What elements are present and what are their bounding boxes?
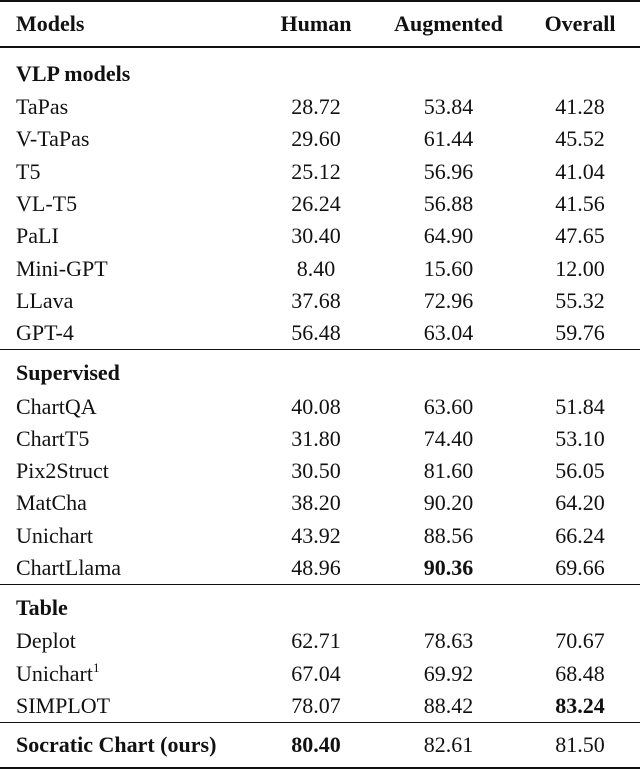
- section-vlp-models: [0, 51, 640, 350]
- table-row: [0, 317, 640, 350]
- table-row: [0, 423, 640, 455]
- overall-score: 51.84: [555, 393, 605, 419]
- table-row: [0, 520, 640, 552]
- table-row: [0, 487, 640, 519]
- model-name: Socratic Chart (ours): [0, 723, 255, 769]
- model-name: ChartT5: [16, 425, 90, 451]
- augmented-score: 90.20: [423, 490, 474, 516]
- header-row: [0, 1, 640, 47]
- model-name: PaLI: [16, 223, 59, 249]
- human-score-best: 80.40: [255, 723, 377, 769]
- augmented-score: 56.88: [423, 191, 474, 217]
- footnote-marker: 1: [92, 659, 100, 675]
- table-row-ours: [0, 723, 640, 769]
- overall-score: 41.56: [555, 191, 605, 217]
- model-name: V-TaPas: [16, 126, 90, 152]
- augmented-score: 63.04: [377, 317, 520, 350]
- human-score: 37.68: [291, 287, 341, 313]
- augmented-score: 88.56: [423, 522, 474, 548]
- model-name: VL-T5: [16, 191, 78, 217]
- table-row: [0, 188, 640, 220]
- overall-score: 69.66: [520, 552, 640, 585]
- model-name: TaPas: [16, 94, 69, 120]
- model-name: T5: [16, 158, 41, 184]
- section-table: [0, 585, 640, 723]
- augmented-score: 88.42: [423, 692, 474, 718]
- table-row: [0, 252, 640, 284]
- human-score: 30.40: [291, 223, 341, 249]
- human-score: 62.71: [291, 628, 341, 654]
- overall-score: 68.48: [555, 660, 605, 686]
- model-name: Pix2Struct: [16, 458, 109, 484]
- model-name: ChartQA: [16, 393, 97, 419]
- section-supervised: [0, 350, 640, 585]
- augmented-score: 56.96: [423, 158, 474, 184]
- table-row: [0, 390, 640, 422]
- table-row: [0, 690, 640, 723]
- table-row: [0, 156, 640, 188]
- model-name: Unichart: [16, 660, 93, 686]
- model-name: MatCha: [16, 490, 87, 516]
- human-score: 38.20: [291, 490, 341, 516]
- header-augmented: Augmented: [394, 11, 503, 36]
- section-ours: [0, 723, 640, 769]
- augmented-score: 74.40: [423, 425, 474, 451]
- model-name: SIMPLOT: [16, 692, 111, 718]
- augmented-score: 81.60: [423, 458, 474, 484]
- human-score: 56.48: [255, 317, 377, 350]
- human-score: 29.60: [291, 126, 341, 152]
- human-score: 78.07: [291, 692, 341, 718]
- augmented-score: 53.84: [423, 94, 474, 120]
- overall-score: 56.05: [555, 458, 605, 484]
- overall-score: 47.65: [555, 223, 605, 249]
- augmented-score: 64.90: [423, 223, 474, 249]
- overall-score: 45.52: [555, 126, 605, 152]
- augmented-score: 63.60: [423, 393, 474, 419]
- table-row: [0, 552, 640, 585]
- section-title: Supervised: [16, 360, 120, 386]
- augmented-score: 15.60: [423, 255, 474, 281]
- overall-score-best: 83.24: [555, 692, 605, 718]
- human-score: 26.24: [291, 191, 341, 217]
- model-name: Unichart: [16, 522, 93, 548]
- overall-score: 59.76: [520, 317, 640, 350]
- table-row: [0, 625, 640, 657]
- model-name: Deplot: [16, 628, 76, 654]
- section-title: VLP models: [16, 61, 131, 86]
- model-name-cell: [0, 657, 255, 689]
- model-name: LLava: [16, 287, 74, 313]
- overall-score: 53.10: [555, 425, 605, 451]
- table-row: [0, 657, 640, 689]
- human-score: 43.92: [291, 522, 341, 548]
- model-name: GPT-4: [0, 317, 255, 350]
- augmented-score: 78.63: [423, 628, 474, 654]
- header-models: Models: [16, 11, 85, 36]
- augmented-score: 82.61: [377, 723, 520, 769]
- human-score: 67.04: [291, 660, 341, 686]
- human-score: 30.50: [291, 458, 341, 484]
- overall-score: 55.32: [555, 287, 605, 313]
- overall-score: 12.00: [555, 255, 605, 281]
- augmented-score: 61.44: [423, 126, 474, 152]
- overall-score: 41.28: [555, 94, 605, 120]
- augmented-score: 72.96: [423, 287, 474, 313]
- human-score: 28.72: [291, 94, 341, 120]
- model-name: ChartLlama: [0, 552, 255, 585]
- table-row: [0, 123, 640, 155]
- section-title: Table: [16, 595, 68, 621]
- table-row: [0, 220, 640, 252]
- table-row: [0, 455, 640, 487]
- human-score: 31.80: [291, 425, 341, 451]
- human-score: 8.40: [296, 255, 336, 281]
- human-score: 48.96: [255, 552, 377, 585]
- header-human: Human: [280, 11, 352, 36]
- overall-score: 41.04: [555, 158, 605, 184]
- augmented-score-best: 90.36: [377, 552, 520, 585]
- overall-score: 66.24: [555, 522, 605, 548]
- model-name: Mini-GPT: [16, 255, 108, 281]
- overall-score: 64.20: [555, 490, 605, 516]
- table-row: [0, 285, 640, 317]
- human-score: 25.12: [291, 158, 341, 184]
- overall-score: 70.67: [555, 628, 605, 654]
- overall-score: 81.50: [520, 723, 640, 769]
- table-row: [0, 91, 640, 123]
- header-overall: Overall: [544, 11, 616, 36]
- human-score: 40.08: [291, 393, 341, 419]
- augmented-score: 69.92: [423, 660, 474, 686]
